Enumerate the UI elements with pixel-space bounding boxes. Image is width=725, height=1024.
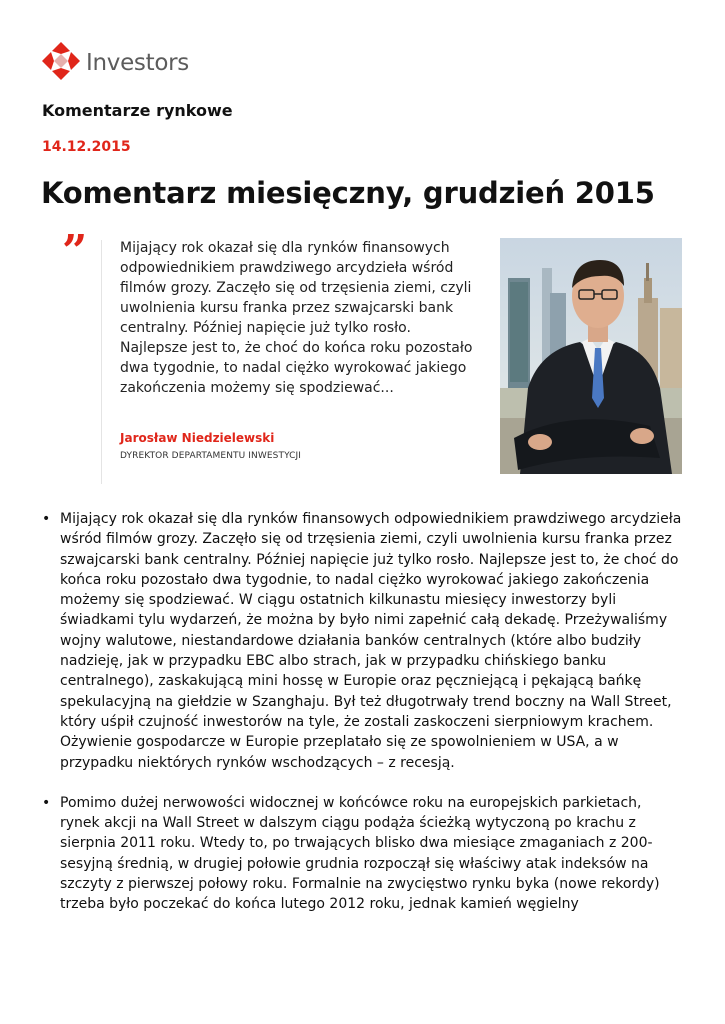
list-item	[42, 509, 682, 773]
bullet-text: Mijający rok okazał się dla rynków finansowych odpowiednikiem prawdziwego arcydzieła wśród filmów grozy. Zaczęło się od trzęsienia ziemi, czyli uwolnienia kursu franka przez szwajcarski bank centralny. Później napięcie już tylko rosło. Najlepsze jest to, że choć do końca roku pozostało dwa tygodnie, to nadal ciężko wyrokować jakiego zakończenia możemy się spodziewać. W ciągu ostatnich kilkunastu miesięcy inwestorzy byli świadkami tylu wydarzeń, że można by było nimi zapełnić całą dekadę. Przeżywaliśmy wojny walutowe, niestandardowe działania banków centralnych (które albo budziły nadzieję, jak w przypadku EBC albo strach, jak w przypadku chińskiego banku centralnego), zaskakującą mini hossę w Europie oraz pęczniejącą i pękającą bańkę spekulacyjną na giełdzie w Szanghaju. Był też długotrwały trend boczny na Wall Street, który uśpił czujność inwestorów na tyle, że zostali zaskoczeni sierpniowym krachem. Ożywienie gospodarcze w Europie przeplatało się ze spowolnieniem w USA, a w przypadku niektórych rynków wschodzących – z recesją.	[60, 511, 682, 771]
section-title[interactable]: Komentarze rynkowe	[42, 101, 233, 120]
quote-icon: ”	[62, 226, 88, 277]
list-item	[42, 793, 682, 915]
bullet-icon: •	[42, 794, 51, 811]
quote-author-role: DYREKTOR DEPARTAMENTU INWESTYCJI	[120, 451, 302, 461]
investors-logo-icon	[40, 40, 82, 86]
publication-date: 14.12.2015	[42, 139, 131, 155]
page-title: Komentarz miesięczny, grudzień 2015	[41, 176, 655, 210]
quote-text: Mijający rok okazał się dla rynków finansowych odpowiednikiem prawdziwego arcydzieła wśród filmów grozy. Zaczęło się od trzęsienia ziemi, czyli uwolnienia kursu franka przez szwajcarski bank centralny. Później napięcie już tylko rosło. Najlepsze jest to, że choć do końca roku pozostało dwa tygodnie, to nadal ciężko wyrokować jakiego zakończenia możemy się spodziewać...	[120, 240, 473, 396]
quote-divider	[101, 240, 102, 484]
bullet-text: Pomimo dużej nerwowości widocznej w końcówce roku na europejskich parkietach, rynek akcji na Wall Street w dalszym ciągu podąża ścieżką wytyczoną po krachu z sierpnia 2011 roku. Wtedy to, po trwających blisko dwa miesiące zmaganiach z 200-sesyjną średnią, w drugiej połowie grudnia rozpoczął się właściwy atak indeksów na szczyty z pierwszej połowy roku. Formalnie na zwycięstwo rynku byka (nowe rekordy) trzeba było poczekać do końca lutego 2012 roku, jednak kamień węgielny	[60, 794, 660, 913]
article-body	[42, 509, 682, 935]
logo[interactable]	[40, 40, 189, 86]
author-portrait-photo	[500, 238, 682, 474]
logo-brand-name: Investors	[86, 50, 189, 76]
quote-author: Jarosław Niedzielewski	[120, 431, 275, 445]
bullet-icon: •	[42, 511, 51, 527]
